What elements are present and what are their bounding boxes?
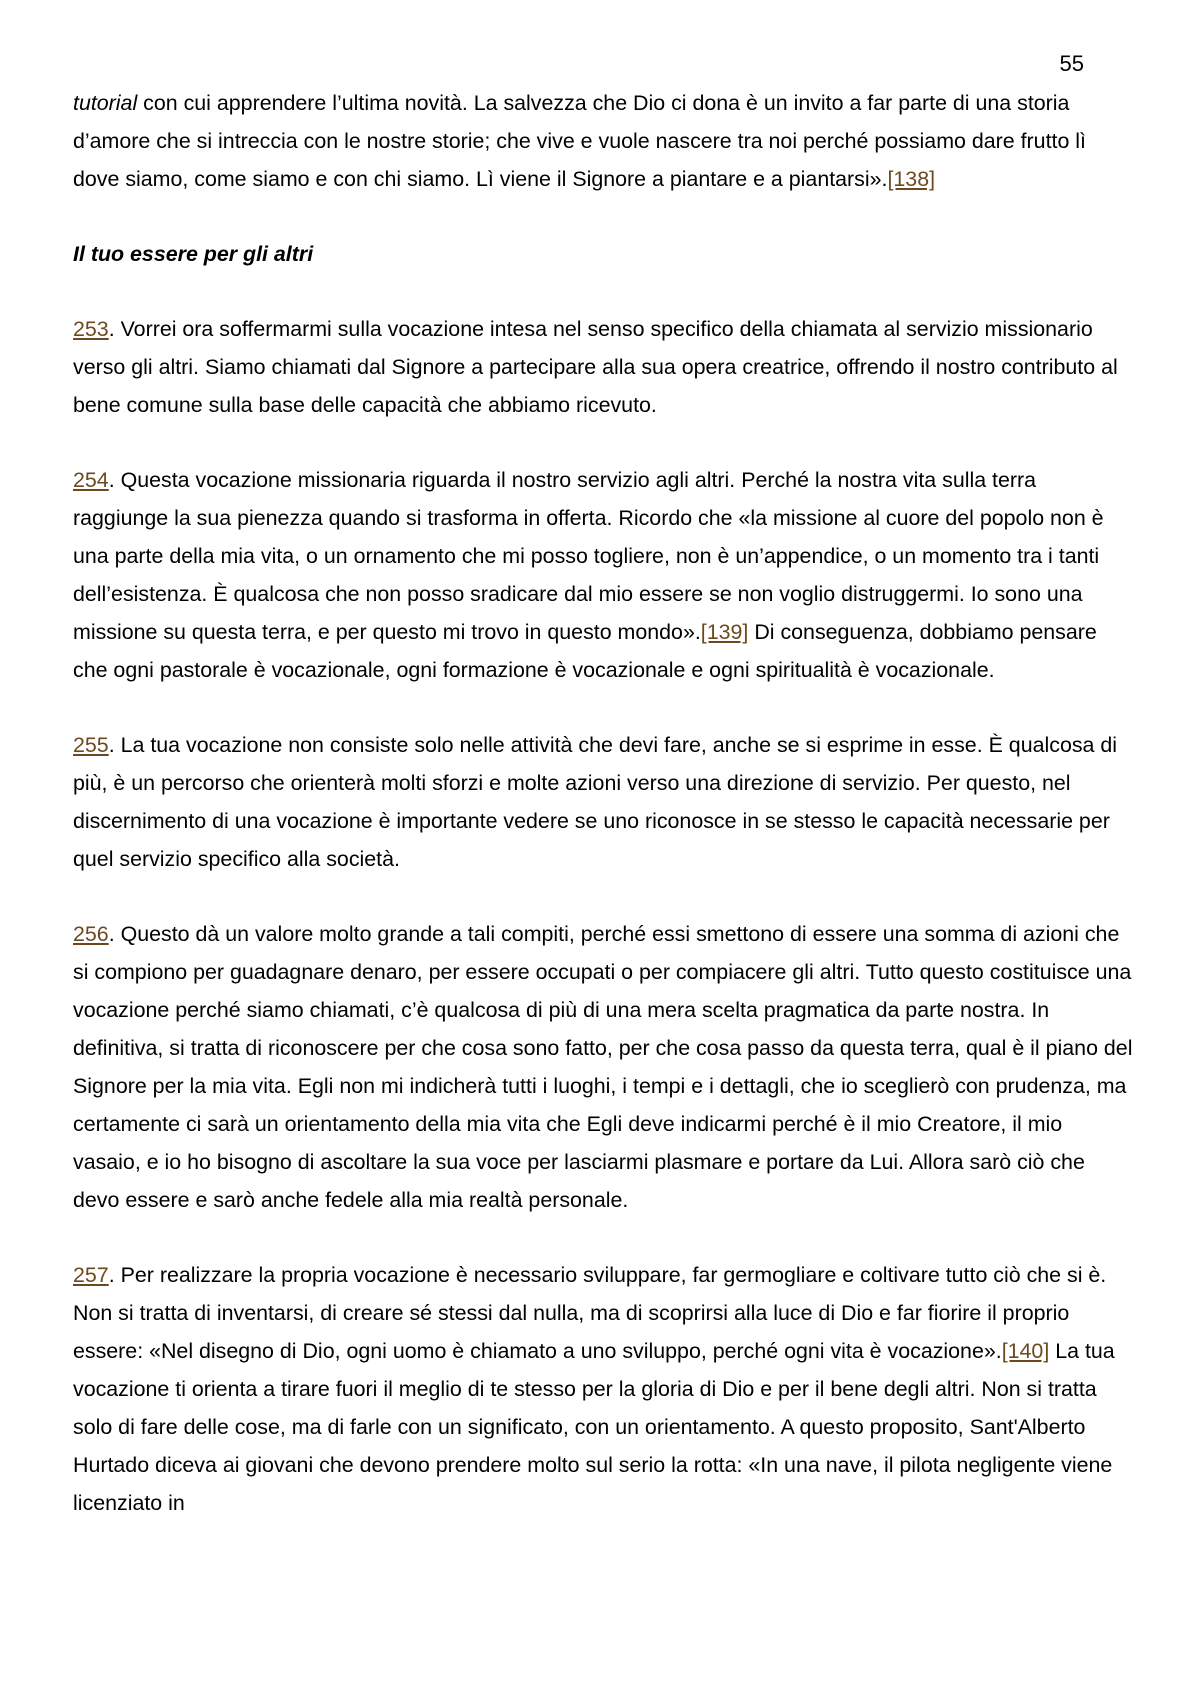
paragraph-text: . Questa vocazione missionaria riguarda il nostro servizio agli altri. Perché la nostra vita sulla terra raggiunge la sua pienezza quando si trasforma in offerta. Ricordo che «la missione al cuore del popolo non è una parte della mia vita, o un ornamento che mi posso togliere, non è un’appendice, o un momento tra i tanti dell’esistenza. È qualcosa che non posso sradicare dal mio essere se non voglio distruggermi. Io sono una missione su questa terra, e per questo mi trovo in questo mondo». xyxy=(73,468,1104,644)
paragraph-number-link-253[interactable]: 253 xyxy=(73,317,109,341)
paragraph-257 xyxy=(73,1256,1133,1522)
paragraph-number-link-255[interactable]: 255 xyxy=(73,733,109,757)
paragraph-text: con cui apprendere l’ultima novità. La salvezza che Dio ci dona è un invito a far parte di una storia d’amore che si intreccia con le nostre storie; che vive e vuole nascere tra noi perché possiamo dare frutto lì dove siamo, come siamo e con chi siamo. Lì viene il Signore a piantare e a piantarsi». xyxy=(73,91,1086,191)
section-heading: Il tuo essere per gli altri xyxy=(73,242,314,266)
paragraph-number-link-254[interactable]: 254 xyxy=(73,468,109,492)
paragraph-text: . La tua vocazione non consiste solo nelle attività che devi fare, anche se si esprime in esse. È qualcosa di più, è un percorso che orienterà molti sforzi e molte azioni verso una direzione di servizio. Per questo, nel discernimento di una vocazione è importante vedere se uno riconosce in se stesso le capacità necessarie per quel servizio specifico alla società. xyxy=(73,733,1118,871)
paragraph-text: . Vorrei ora soffermarmi sulla vocazione intesa nel senso specifico della chiamata al servizio missionario verso gli altri. Siamo chiamati dal Signore a partecipare alla sua opera creatrice, offrendo il nostro contributo al bene comune sulla base delle capacità che abbiamo ricevuto. xyxy=(73,317,1118,417)
paragraph-continuation xyxy=(73,84,1133,198)
footnote-link-138[interactable]: [138] xyxy=(887,167,936,191)
footnote-link-140[interactable]: [140] xyxy=(1001,1339,1050,1363)
paragraph-255 xyxy=(73,726,1133,878)
page-number: 55 xyxy=(1059,51,1084,76)
paragraph-text: Di conseguenza, dobbiamo pensare che ogni pastorale è vocazionale, ogni formazione è vocazionale e ogni spiritualità è vocazionale. xyxy=(73,620,1097,682)
paragraph-254 xyxy=(73,461,1133,689)
paragraph-256 xyxy=(73,915,1133,1219)
paragraph-text: . Per realizzare la propria vocazione è necessario sviluppare, far germogliare e coltivare tutto ciò che si è. Non si tratta di inventarsi, di creare sé stessi dal nulla, ma di scoprirsi alla luce di Dio e far fiorire il proprio essere: «Nel disegno di Dio, ogni uomo è chiamato a uno sviluppo, perché ogni vita è vocazione». xyxy=(73,1263,1107,1363)
italic-word: tutorial xyxy=(73,91,138,115)
footnote-link-139[interactable]: [139] xyxy=(700,620,749,644)
paragraph-number-link-256[interactable]: 256 xyxy=(73,922,109,946)
paragraph-text: La tua vocazione ti orienta a tirare fuori il meglio di te stesso per la gloria di Dio e per il bene degli altri. Non si tratta solo di fare delle cose, ma di farle con un significato, con un orientamento. A questo proposito, Sant'Alberto Hurtado diceva ai giovani che devono prendere molto sul serio la rotta: «In una nave, il pilota negligente viene licenziato in xyxy=(73,1339,1115,1515)
paragraph-text: . Questo dà un valore molto grande a tali compiti, perché essi smettono di essere una somma di azioni che si compiono per guadagnare denaro, per essere occupati o per compiacere gli altri. Tutto questo costituisce una vocazione perché siamo chiamati, c’è qualcosa di più di una mera scelta pragmatica da parte nostra. In definitiva, si tratta di riconoscere per che cosa sono fatto, per che cosa passo da questa terra, qual è il piano del Signore per la mia vita. Egli non mi indicherà tutti i luoghi, i tempi e i dettagli, che io sceglierò con prudenza, ma certamente ci sarà un orientamento della mia vita che Egli deve indicarmi perché è il mio Creatore, il mio vasaio, e io ho bisogno di ascoltare la sua voce per lasciarmi plasmare e portare da Lui. Allora sarò ciò che devo essere e sarò anche fedele alla mia realtà personale. xyxy=(73,922,1133,1212)
paragraph-number-link-257[interactable]: 257 xyxy=(73,1263,109,1287)
paragraph-253 xyxy=(73,310,1133,424)
document-body xyxy=(73,84,1133,1559)
